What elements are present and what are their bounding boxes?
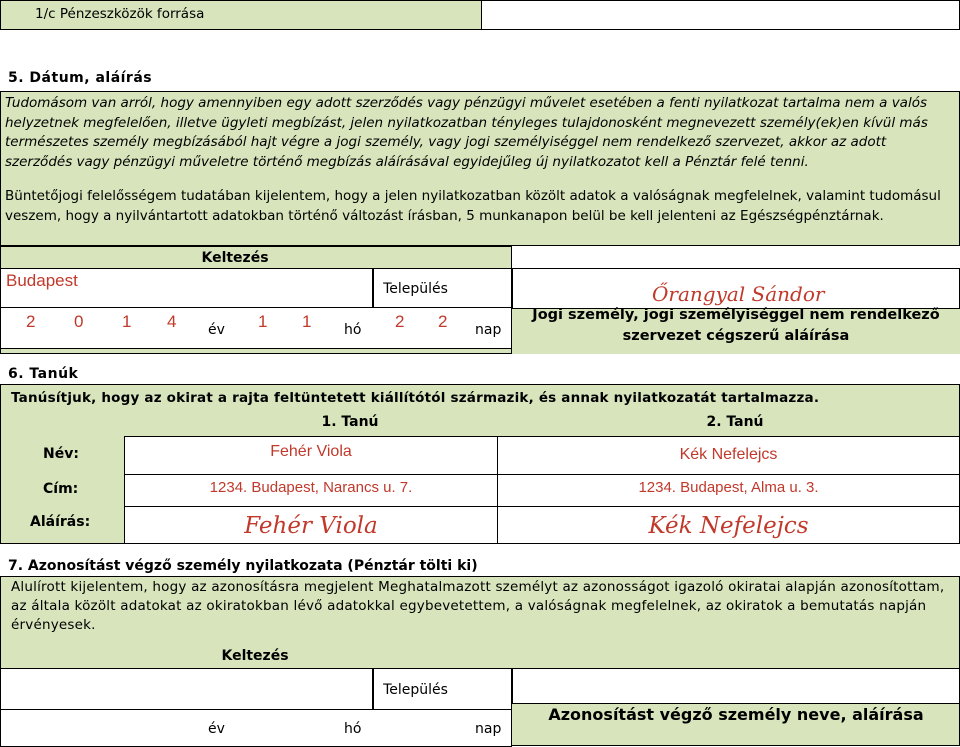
city-field-2[interactable] [0, 668, 373, 710]
ev-label: év [208, 322, 225, 338]
ev-label-2: év [208, 721, 225, 737]
section-7-title: 7. Azonosítást végző személy nyilatkozata (Pénztár tölti ki) [8, 558, 478, 574]
nap-label: nap [475, 322, 502, 338]
witness-1-header: 1. Tanú [321, 414, 379, 430]
representative-signature: Őrangyal Sándor [652, 282, 825, 306]
day-digit: 2 [438, 312, 448, 331]
identifier-signature-caption: Azonosítást végző személy neve, aláírása [548, 705, 924, 724]
witness-1-signature: Fehér Viola [244, 513, 378, 539]
witness-1-address: 1234. Budapest, Narancs u. 7. [209, 479, 413, 496]
section-5-title: 5. Dátum, aláírás [8, 70, 153, 86]
year-digit: 1 [122, 312, 132, 331]
ho-label: hó [344, 322, 362, 338]
keltezes-label-2: Keltezés [221, 648, 289, 664]
section-6-title: 6. Tanúk [8, 366, 79, 382]
section-5-paragraph-1: Tudomásom van arról, hogy amennyiben egy adott szerződés vagy pénzügyi művelet esetében a fenti nyilatkozat tartalma nem a valós helyzetnek megfelelően, illetve ügyleti megbízást, jelen nyilatkozatban tényleges tulajdonosként megnevezett személy(ek)en kívül más természetes személy megbízásából hajt végre a jogi személy, vagy jogi személyiséggel nem rendelkező szervezet, akkor az adott szerződés vagy pénzügyi műveletre történő megbízás aláírásával egyidejűleg új nyilatkozatot kell a Pénztár felé tenni. [5, 95, 928, 170]
funds-source-label: 1/c Pénzeszközök forrása [35, 6, 205, 22]
witness-2-header: 2. Tanú [706, 414, 764, 430]
signature-row-label: Aláírás: [30, 514, 91, 530]
year-digit: 4 [167, 312, 177, 331]
nap-label-2: nap [475, 721, 502, 737]
witness-2-name: Kék Nefelejcs [679, 446, 778, 463]
identifier-signature-field[interactable] [512, 668, 960, 704]
date-row-2[interactable] [0, 709, 512, 747]
witness-statement: Tanúsítjuk, hogy az okirat a rajta feltüntetett kiállítótól származik, és annak nyilatkozatát tartalmazza. [11, 390, 820, 406]
year-digit: 0 [74, 312, 84, 331]
day-digit: 2 [395, 312, 405, 331]
telepules-label: Település [383, 281, 448, 297]
name-row-label: Név: [43, 446, 79, 462]
witness-2-address: 1234. Budapest, Alma u. 3. [638, 479, 819, 496]
section-7-paragraph: Alulírott kijelentem, hogy az azonosításra megjelent Meghatalmazott személyt az azonosságot igazoló okiratai alapján azonosítottam, az általa közölt adatokat az okiratokban lévő adatokkal egybevetettem, a valóságnak megfelelnek, az okiratok a bemutatás napján érvényesek. [11, 579, 945, 633]
year-digit: 2 [26, 312, 36, 331]
keltezes-label: Keltezés [201, 250, 269, 266]
funds-source-field[interactable] [481, 0, 960, 30]
address-row-label: Cím: [43, 481, 79, 497]
month-digit: 1 [258, 312, 268, 331]
witness-2-signature: Kék Nefelejcs [648, 513, 809, 539]
section-5-paragraph-2: Büntetőjogi felelősségem tudatában kijelentem, hogy a jelen nyilatkozatban közölt adatok a valóságnak megfelelnek, valamint tudomásul veszem, hogy a nyilvántartott adatokban történő változást írásban, 5 munkanapon belül be kell jelenteni az Egészségpénztárnak. [5, 188, 941, 224]
witness-1-name: Fehér Viola [270, 443, 352, 460]
signature-caption: Jogi személy, jogi személyiséggel nem rendelkező szervezet cégszerű aláírása [532, 307, 940, 344]
telepules-label-2: Település [383, 682, 448, 698]
month-digit: 1 [302, 312, 312, 331]
ho-label-2: hó [344, 721, 362, 737]
city-value: Budapest [6, 271, 78, 290]
